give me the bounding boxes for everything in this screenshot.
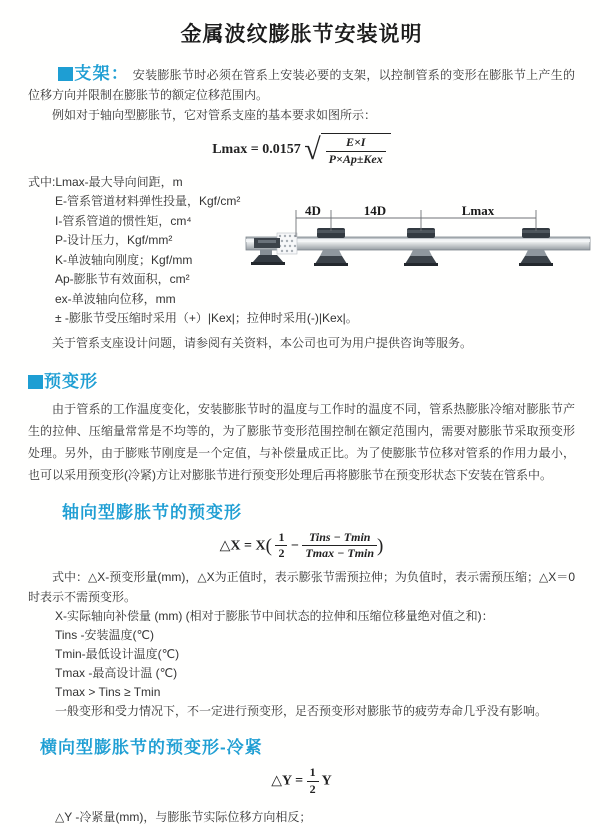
- lmax-formula: [28, 133, 575, 167]
- dimension-label-14d: 14D: [363, 202, 387, 218]
- axial-formula: [28, 531, 575, 562]
- temperature-denominator: Tmax − Tmin: [305, 546, 375, 561]
- minus-sign: −: [290, 538, 299, 554]
- definition-item: ± -膨胀节受压缩时采用（+）|Kex|；拉伸时采用(-)|Kex|。: [55, 311, 358, 326]
- pipe-support-spacing-diagram: [244, 201, 596, 297]
- axial-list-item: Tmax -最高设计温 (℃): [55, 666, 178, 681]
- axial-list-item: Tins -安装温度(℃): [55, 628, 155, 643]
- axial-list-item: 一般变形和受力情况下，不一定进行预变形，足否预变形对膨胀节的疲劳寿命几乎没有影响。: [55, 704, 548, 719]
- lmax-formula-fraction: [321, 133, 391, 167]
- predeform-body-paragraph: 由于管系的工作温度变化，安装膨胀节时的温度与工作时的温度不同，管系热膨胀冷缩对膨胀节产生的拉伸、压缩量常常是不均等的，为了膨胀节变形范围控制在额定范围内，需要对膨胀节采取预变形处理。另外，由于膨账节刚度是一个定值，与补偿量成正比。为了使膨胀节位移对管系的作用力最小，也可以采用预变形(冷紧)方让对膨胀节进行预变形处理后再将膨胀节在预变形状态下安装在管系中。: [28, 401, 575, 482]
- definition-item: I-管系管道的惯性矩，cm⁴: [55, 213, 192, 228]
- axial-formula-explain: 式中：△X-预变形量(mm)，△X为正值时，表示膨张节需预拉伸；为负值时，表示需预压缩；△X＝0时表示不需预变形。: [28, 570, 575, 605]
- one-half-fraction: [307, 766, 319, 797]
- support-section-title: 支架：: [74, 64, 130, 83]
- definitions-and-diagram: [28, 173, 575, 329]
- lateral-formula: [28, 766, 575, 797]
- radical-sign: √: [304, 132, 321, 166]
- temperature-fraction: [302, 531, 377, 562]
- half-numerator: 1: [307, 766, 319, 782]
- axial-parameter-list: [28, 607, 575, 721]
- axial-list-item: X-实际轴向补偿量 (mm) (相对于膨胀节中间状态的拉伸和压缩位移量绝对值之和)：: [55, 609, 494, 624]
- lmax-formula-denominator: P×Ap±Kex: [328, 151, 383, 166]
- half-numerator: 1: [275, 531, 287, 547]
- predeform-section-title: 预变形: [44, 371, 98, 391]
- open-paren: (: [265, 534, 272, 556]
- page-title: 金属波纹膨胀节安装说明: [180, 23, 423, 46]
- pipe: [246, 237, 590, 250]
- one-half-fraction: [275, 531, 287, 562]
- lateral-predeform-title: 横向型膨胀节的预变形-冷紧: [40, 738, 263, 758]
- section-square-icon: [28, 375, 43, 389]
- axial-predeform-title: 轴向型膨胀节的预变形: [62, 502, 242, 522]
- axial-formula-prefix: △X = X: [219, 538, 266, 554]
- axial-list-item: Tmax > Tins ≥ Tmin: [55, 685, 161, 700]
- lmax-formula-numerator: E×I: [326, 136, 386, 152]
- predeform-section-header: [28, 367, 575, 392]
- dimension-label-lmax: Lmax: [461, 202, 495, 218]
- temperature-numerator: Tins − Tmin: [302, 531, 377, 547]
- definition-item: Ap-膨胀节有效面积，cm²: [55, 272, 190, 287]
- lateral-formula-prefix: △Y =: [271, 773, 304, 789]
- lateral-formula-suffix: Y: [321, 773, 332, 789]
- dimension-label-4d: 4D: [305, 202, 321, 218]
- definition-item: P-设计压力，Kgf/mm²: [55, 233, 173, 248]
- definition-item: ex-单波轴向位移，mm: [55, 291, 176, 306]
- support-example-line: 例如对于轴向型膨胀节，它对管系支座的基本要求如图所示：: [52, 108, 377, 122]
- close-paren: ): [377, 534, 384, 556]
- support-section-intro: [28, 64, 575, 105]
- support-intro-text: 安装膨胀节时必须在管系上安装必要的支架，以控制管系的变形在膨胀节上产生的位移方向并限制在膨胀节的额定位移范围内。: [28, 68, 575, 102]
- definition-item: E-管系管道材料弹性投量，Kgf/cm²: [55, 194, 241, 209]
- support-note-line: 关于管系支座设计问题，请参阅有关资料，本公司也可为用户提供咨询等服务。: [52, 335, 473, 350]
- section-square-icon: [58, 67, 73, 81]
- axial-list-item: Tmin-最低设计温度(℃): [55, 647, 180, 662]
- half-denominator: 2: [278, 546, 285, 561]
- definition-item: K-单波轴向刚度；Kgf/mm: [55, 252, 193, 267]
- definition-item: 式中:Lmax-最大导向间距，m: [28, 174, 183, 189]
- pipe-highlight: [246, 239, 590, 242]
- half-denominator: 2: [309, 781, 316, 796]
- lmax-formula-lhs: Lmax = 0.0157: [212, 142, 301, 158]
- lateral-formula-explain: △Y -冷紧量(mm)，与膨胀节实际位移方向相反；: [55, 809, 312, 824]
